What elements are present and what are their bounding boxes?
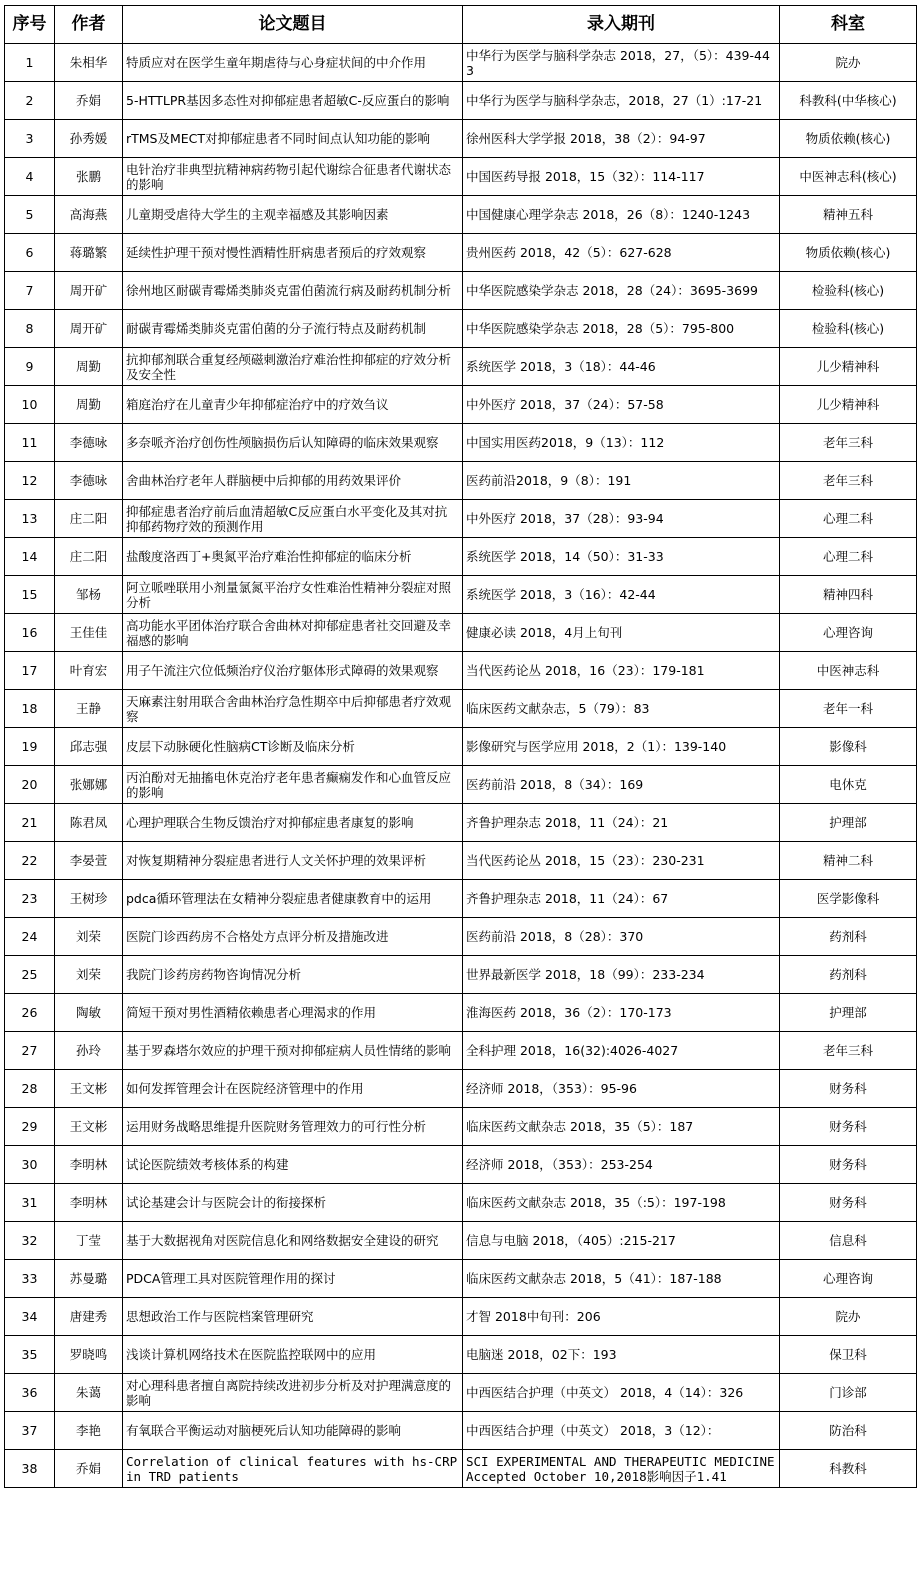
department-cell: 信息科 bbox=[780, 1222, 917, 1260]
row-number: 30 bbox=[5, 1146, 55, 1184]
department-cell: 财务科 bbox=[780, 1146, 917, 1184]
author-cell: 李德咏 bbox=[55, 424, 123, 462]
row-number: 16 bbox=[5, 614, 55, 652]
header-dept: 科室 bbox=[780, 6, 917, 44]
author-cell: 朱蔼 bbox=[55, 1374, 123, 1412]
table-row bbox=[5, 956, 917, 994]
row-number: 6 bbox=[5, 234, 55, 272]
table-row bbox=[5, 690, 917, 728]
paper-title-cell: 多奈哌齐治疗创伤性颅脑损伤后认知障碍的临床效果观察 bbox=[123, 424, 463, 462]
author-cell: 刘荣 bbox=[55, 918, 123, 956]
department-cell: 老年三科 bbox=[780, 424, 917, 462]
department-cell: 药剂科 bbox=[780, 956, 917, 994]
table-body bbox=[5, 44, 917, 1488]
table-row bbox=[5, 272, 917, 310]
department-cell: 财务科 bbox=[780, 1070, 917, 1108]
department-cell: 儿少精神科 bbox=[780, 348, 917, 386]
table-row bbox=[5, 1336, 917, 1374]
header-author: 作者 bbox=[55, 6, 123, 44]
row-number: 35 bbox=[5, 1336, 55, 1374]
row-number: 10 bbox=[5, 386, 55, 424]
author-cell: 陶敏 bbox=[55, 994, 123, 1032]
table-row bbox=[5, 386, 917, 424]
table-row bbox=[5, 120, 917, 158]
department-cell: 儿少精神科 bbox=[780, 386, 917, 424]
author-cell: 丁莹 bbox=[55, 1222, 123, 1260]
table-row bbox=[5, 82, 917, 120]
paper-title-cell: pdca循环管理法在女精神分裂症患者健康教育中的运用 bbox=[123, 880, 463, 918]
department-cell: 心理咨询 bbox=[780, 614, 917, 652]
row-number: 28 bbox=[5, 1070, 55, 1108]
department-cell: 检验科(核心) bbox=[780, 310, 917, 348]
row-number: 11 bbox=[5, 424, 55, 462]
department-cell: 中医神志科 bbox=[780, 652, 917, 690]
department-cell: 财务科 bbox=[780, 1184, 917, 1222]
department-cell: 精神二科 bbox=[780, 842, 917, 880]
table-row bbox=[5, 614, 917, 652]
row-number: 38 bbox=[5, 1450, 55, 1488]
paper-title-cell: 阿立哌唑联用小剂量氯氮平治疗女性难治性精神分裂症对照分析 bbox=[123, 576, 463, 614]
row-number: 8 bbox=[5, 310, 55, 348]
department-cell: 科教科(中华核心) bbox=[780, 82, 917, 120]
journal-cell: 徐州医科大学学报 2018，38（2）：94-97 bbox=[463, 120, 780, 158]
row-number: 17 bbox=[5, 652, 55, 690]
department-cell: 保卫科 bbox=[780, 1336, 917, 1374]
author-cell: 张鹏 bbox=[55, 158, 123, 196]
paper-title-cell: 对恢复期精神分裂症患者进行人文关怀护理的效果评析 bbox=[123, 842, 463, 880]
paper-title-cell: 基于罗森塔尔效应的护理干预对抑郁症病人员性情绪的影响 bbox=[123, 1032, 463, 1070]
author-cell: 王佳佳 bbox=[55, 614, 123, 652]
table-row bbox=[5, 804, 917, 842]
journal-cell: 临床医药文献杂志 2018，35（5）：187 bbox=[463, 1108, 780, 1146]
department-cell: 检验科(核心) bbox=[780, 272, 917, 310]
department-cell: 电休克 bbox=[780, 766, 917, 804]
table-row bbox=[5, 1450, 917, 1488]
header-row bbox=[5, 6, 917, 44]
paper-title-cell: 高功能水平团体治疗联合舍曲林对抑郁症患者社交回避及幸福感的影响 bbox=[123, 614, 463, 652]
table-row bbox=[5, 880, 917, 918]
author-cell: 王文彬 bbox=[55, 1108, 123, 1146]
department-cell: 心理二科 bbox=[780, 500, 917, 538]
journal-cell: 临床医药文献杂志 2018，5（41）：187-188 bbox=[463, 1260, 780, 1298]
row-number: 5 bbox=[5, 196, 55, 234]
row-number: 31 bbox=[5, 1184, 55, 1222]
paper-title-cell: 抗抑郁剂联合重复经颅磁刺激治疗难治性抑郁症的疗效分析及安全性 bbox=[123, 348, 463, 386]
row-number: 21 bbox=[5, 804, 55, 842]
journal-cell: 经济师 2018，（353）：95-96 bbox=[463, 1070, 780, 1108]
paper-title-cell: 试论医院绩效考核体系的构建 bbox=[123, 1146, 463, 1184]
department-cell: 财务科 bbox=[780, 1108, 917, 1146]
author-cell: 王文彬 bbox=[55, 1070, 123, 1108]
paper-title-cell: 徐州地区耐碳青霉烯类肺炎克雷伯菌流行病及耐药机制分析 bbox=[123, 272, 463, 310]
row-number: 12 bbox=[5, 462, 55, 500]
row-number: 26 bbox=[5, 994, 55, 1032]
journal-cell: 中华行为医学与脑科学杂志 2018，27，（5）：439-443 bbox=[463, 44, 780, 82]
journal-cell: 经济师 2018，（353）：253-254 bbox=[463, 1146, 780, 1184]
author-cell: 李明林 bbox=[55, 1146, 123, 1184]
journal-cell: 中西医结合护理（中英文） 2018，3（12）： bbox=[463, 1412, 780, 1450]
table-row bbox=[5, 652, 917, 690]
table-row bbox=[5, 348, 917, 386]
journal-cell: 中华医院感染学杂志 2018，28（24）：3695-3699 bbox=[463, 272, 780, 310]
journal-cell: 中国实用医药2018，9（13）：112 bbox=[463, 424, 780, 462]
row-number: 36 bbox=[5, 1374, 55, 1412]
table-row bbox=[5, 1222, 917, 1260]
row-number: 18 bbox=[5, 690, 55, 728]
table-row bbox=[5, 310, 917, 348]
author-cell: 李明林 bbox=[55, 1184, 123, 1222]
row-number: 9 bbox=[5, 348, 55, 386]
author-cell: 孙玲 bbox=[55, 1032, 123, 1070]
journal-cell: 当代医药论丛 2018，16（23）：179-181 bbox=[463, 652, 780, 690]
department-cell: 物质依赖(核心) bbox=[780, 234, 917, 272]
journal-cell: 临床医药文献杂志 2018，35（:5）：197-198 bbox=[463, 1184, 780, 1222]
journal-cell: 世界最新医学 2018，18（99）：233-234 bbox=[463, 956, 780, 994]
author-cell: 周勤 bbox=[55, 348, 123, 386]
department-cell: 药剂科 bbox=[780, 918, 917, 956]
table-row bbox=[5, 994, 917, 1032]
table-row bbox=[5, 1298, 917, 1336]
department-cell: 老年三科 bbox=[780, 462, 917, 500]
table-row bbox=[5, 1412, 917, 1450]
paper-title-cell: 简短干预对男性酒精依赖患者心理渴求的作用 bbox=[123, 994, 463, 1032]
paper-title-cell: 电针治疗非典型抗精神病药物引起代谢综合征患者代谢状态的影响 bbox=[123, 158, 463, 196]
department-cell: 护理部 bbox=[780, 994, 917, 1032]
row-number: 29 bbox=[5, 1108, 55, 1146]
author-cell: 庄二阳 bbox=[55, 500, 123, 538]
journal-cell: 齐鲁护理杂志 2018，11（24）：21 bbox=[463, 804, 780, 842]
journal-cell: SCI EXPERIMENTAL AND THERAPEUTIC MEDICINE Accepted October 10,2018影响因子1.41 bbox=[463, 1450, 780, 1488]
journal-cell: 系统医学 2018，3（18）：44-46 bbox=[463, 348, 780, 386]
author-cell: 孙秀媛 bbox=[55, 120, 123, 158]
table-row bbox=[5, 1260, 917, 1298]
header-journal: 录入期刊 bbox=[463, 6, 780, 44]
paper-title-cell: 延续性护理干预对慢性酒精性肝病患者预后的疗效观察 bbox=[123, 234, 463, 272]
row-number: 33 bbox=[5, 1260, 55, 1298]
paper-title-cell: 5-HTTLPR基因多态性对抑郁症患者超敏C-反应蛋白的影响 bbox=[123, 82, 463, 120]
author-cell: 李德咏 bbox=[55, 462, 123, 500]
paper-title-cell: rTMS及MECT对抑郁症患者不同时间点认知功能的影响 bbox=[123, 120, 463, 158]
table-row bbox=[5, 1146, 917, 1184]
author-cell: 蒋璐繁 bbox=[55, 234, 123, 272]
row-number: 7 bbox=[5, 272, 55, 310]
paper-title-cell: 思想政治工作与医院档案管理研究 bbox=[123, 1298, 463, 1336]
paper-title-cell: Correlation of clinical features with hs-CRP in TRD patients bbox=[123, 1450, 463, 1488]
table-row bbox=[5, 538, 917, 576]
paper-title-cell: 皮层下动脉硬化性脑病CT诊断及临床分析 bbox=[123, 728, 463, 766]
table-row bbox=[5, 196, 917, 234]
department-cell: 物质依赖(核心) bbox=[780, 120, 917, 158]
row-number: 25 bbox=[5, 956, 55, 994]
paper-title-cell: 丙泊酚对无抽搐电休克治疗老年患者癫痫发作和心血管反应的影响 bbox=[123, 766, 463, 804]
row-number: 22 bbox=[5, 842, 55, 880]
journal-cell: 全科护理 2018，16(32):4026-4027 bbox=[463, 1032, 780, 1070]
journal-cell: 影像研究与医学应用 2018，2（1）：139-140 bbox=[463, 728, 780, 766]
department-cell: 精神四科 bbox=[780, 576, 917, 614]
author-cell: 庄二阳 bbox=[55, 538, 123, 576]
header-title: 论文题目 bbox=[123, 6, 463, 44]
row-number: 32 bbox=[5, 1222, 55, 1260]
department-cell: 护理部 bbox=[780, 804, 917, 842]
journal-cell: 中外医疗 2018，37（24）：57-58 bbox=[463, 386, 780, 424]
journal-cell: 系统医学 2018，14（50）：31-33 bbox=[463, 538, 780, 576]
journal-cell: 中西医结合护理（中英文） 2018，4（14）：326 bbox=[463, 1374, 780, 1412]
author-cell: 邹杨 bbox=[55, 576, 123, 614]
row-number: 13 bbox=[5, 500, 55, 538]
row-number: 15 bbox=[5, 576, 55, 614]
table-row bbox=[5, 1070, 917, 1108]
table-row bbox=[5, 1184, 917, 1222]
author-cell: 周开矿 bbox=[55, 272, 123, 310]
table-row bbox=[5, 766, 917, 804]
author-cell: 王树珍 bbox=[55, 880, 123, 918]
row-number: 24 bbox=[5, 918, 55, 956]
department-cell: 科教科 bbox=[780, 1450, 917, 1488]
paper-title-cell: 天麻素注射用联合舍曲林治疗急性期卒中后抑郁患者疗效观察 bbox=[123, 690, 463, 728]
table-row bbox=[5, 44, 917, 82]
header-no: 序号 bbox=[5, 6, 55, 44]
journal-cell: 当代医药论丛 2018，15（23）：230-231 bbox=[463, 842, 780, 880]
paper-title-cell: 箱庭治疗在儿童青少年抑郁症治疗中的疗效刍议 bbox=[123, 386, 463, 424]
journal-cell: 健康必读 2018，4月上旬刊 bbox=[463, 614, 780, 652]
paper-title-cell: 浅谈计算机网络技术在医院监控联网中的应用 bbox=[123, 1336, 463, 1374]
journal-cell: 医药前沿 2018，8（34）：169 bbox=[463, 766, 780, 804]
paper-title-cell: 耐碳青霉烯类肺炎克雷伯菌的分子流行特点及耐药机制 bbox=[123, 310, 463, 348]
table-row bbox=[5, 918, 917, 956]
row-number: 37 bbox=[5, 1412, 55, 1450]
journal-cell: 临床医药文献杂志，5（79）：83 bbox=[463, 690, 780, 728]
author-cell: 刘荣 bbox=[55, 956, 123, 994]
department-cell: 老年一科 bbox=[780, 690, 917, 728]
table-row bbox=[5, 500, 917, 538]
author-cell: 叶育宏 bbox=[55, 652, 123, 690]
paper-title-cell: 试论基建会计与医院会计的衔接探析 bbox=[123, 1184, 463, 1222]
row-number: 3 bbox=[5, 120, 55, 158]
department-cell: 院办 bbox=[780, 1298, 917, 1336]
journal-cell: 齐鲁护理杂志 2018，11（24）：67 bbox=[463, 880, 780, 918]
author-cell: 陈君凤 bbox=[55, 804, 123, 842]
journal-cell: 才智 2018中旬刊：206 bbox=[463, 1298, 780, 1336]
journal-cell: 信息与电脑 2018，（405）:215-217 bbox=[463, 1222, 780, 1260]
table-row bbox=[5, 1108, 917, 1146]
table-row bbox=[5, 1032, 917, 1070]
department-cell: 医学影像科 bbox=[780, 880, 917, 918]
author-cell: 李晏萱 bbox=[55, 842, 123, 880]
paper-title-cell: 如何发挥管理会计在医院经济管理中的作用 bbox=[123, 1070, 463, 1108]
journal-cell: 医药前沿2018，9（8）：191 bbox=[463, 462, 780, 500]
author-cell: 周勤 bbox=[55, 386, 123, 424]
row-number: 34 bbox=[5, 1298, 55, 1336]
paper-title-cell: 抑郁症患者治疗前后血清超敏C反应蛋白水平变化及其对抗抑郁药物疗效的预测作用 bbox=[123, 500, 463, 538]
journal-cell: 电脑迷 2018，02下：193 bbox=[463, 1336, 780, 1374]
author-cell: 周开矿 bbox=[55, 310, 123, 348]
department-cell: 精神五科 bbox=[780, 196, 917, 234]
paper-title-cell: 用子午流注穴位低频治疗仪治疗躯体形式障碍的效果观察 bbox=[123, 652, 463, 690]
department-cell: 心理二科 bbox=[780, 538, 917, 576]
papers-table bbox=[4, 5, 917, 1488]
paper-title-cell: 基于大数据视角对医院信息化和网络数据安全建设的研究 bbox=[123, 1222, 463, 1260]
row-number: 14 bbox=[5, 538, 55, 576]
department-cell: 影像科 bbox=[780, 728, 917, 766]
author-cell: 罗晓鸣 bbox=[55, 1336, 123, 1374]
table-row bbox=[5, 1374, 917, 1412]
department-cell: 防治科 bbox=[780, 1412, 917, 1450]
row-number: 4 bbox=[5, 158, 55, 196]
author-cell: 唐建秀 bbox=[55, 1298, 123, 1336]
paper-title-cell: 舍曲林治疗老年人群脑梗中后抑郁的用药效果评价 bbox=[123, 462, 463, 500]
table-row bbox=[5, 842, 917, 880]
row-number: 27 bbox=[5, 1032, 55, 1070]
department-cell: 院办 bbox=[780, 44, 917, 82]
table-row bbox=[5, 234, 917, 272]
paper-title-cell: 特质应对在医学生童年期虐待与心身症状间的中介作用 bbox=[123, 44, 463, 82]
journal-cell: 中外医疗 2018，37（28）：93-94 bbox=[463, 500, 780, 538]
journal-cell: 中国健康心理学杂志 2018，26（8）：1240-1243 bbox=[463, 196, 780, 234]
paper-title-cell: 对心理科患者擅自离院持续改进初步分析及对护理满意度的影响 bbox=[123, 1374, 463, 1412]
author-cell: 王静 bbox=[55, 690, 123, 728]
author-cell: 乔娟 bbox=[55, 82, 123, 120]
author-cell: 李艳 bbox=[55, 1412, 123, 1450]
paper-title-cell: 有氧联合平衡运动对脑梗死后认知功能障碍的影响 bbox=[123, 1412, 463, 1450]
table-row bbox=[5, 158, 917, 196]
journal-cell: 中华行为医学与脑科学杂志，2018，27（1）:17-21 bbox=[463, 82, 780, 120]
author-cell: 乔娟 bbox=[55, 1450, 123, 1488]
paper-title-cell: 运用财务战略思维提升医院财务管理效力的可行性分析 bbox=[123, 1108, 463, 1146]
author-cell: 邱志强 bbox=[55, 728, 123, 766]
journal-cell: 淮海医药 2018，36（2）：170-173 bbox=[463, 994, 780, 1032]
paper-title-cell: 儿童期受虐待大学生的主观幸福感及其影响因素 bbox=[123, 196, 463, 234]
journal-cell: 中国医药导报 2018，15（32）：114-117 bbox=[463, 158, 780, 196]
table-row bbox=[5, 728, 917, 766]
department-cell: 心理咨询 bbox=[780, 1260, 917, 1298]
paper-title-cell: 心理护理联合生物反馈治疗对抑郁症患者康复的影响 bbox=[123, 804, 463, 842]
journal-cell: 医药前沿 2018，8（28）：370 bbox=[463, 918, 780, 956]
author-cell: 高海燕 bbox=[55, 196, 123, 234]
row-number: 2 bbox=[5, 82, 55, 120]
journal-cell: 中华医院感染学杂志 2018，28（5）：795-800 bbox=[463, 310, 780, 348]
row-number: 20 bbox=[5, 766, 55, 804]
department-cell: 门诊部 bbox=[780, 1374, 917, 1412]
author-cell: 张娜娜 bbox=[55, 766, 123, 804]
paper-title-cell: 医院门诊西药房不合格处方点评分析及措施改进 bbox=[123, 918, 463, 956]
table-row bbox=[5, 462, 917, 500]
row-number: 1 bbox=[5, 44, 55, 82]
row-number: 23 bbox=[5, 880, 55, 918]
row-number: 19 bbox=[5, 728, 55, 766]
table-row bbox=[5, 576, 917, 614]
journal-cell: 系统医学 2018，3（16）：42-44 bbox=[463, 576, 780, 614]
paper-title-cell: 我院门诊药房药物咨询情况分析 bbox=[123, 956, 463, 994]
table-row bbox=[5, 424, 917, 462]
journal-cell: 贵州医药 2018，42（5）：627-628 bbox=[463, 234, 780, 272]
paper-title-cell: PDCA管理工具对医院管理作用的探讨 bbox=[123, 1260, 463, 1298]
department-cell: 中医神志科(核心) bbox=[780, 158, 917, 196]
paper-title-cell: 盐酸度洛西丁+奥氮平治疗难治性抑郁症的临床分析 bbox=[123, 538, 463, 576]
author-cell: 朱相华 bbox=[55, 44, 123, 82]
department-cell: 老年三科 bbox=[780, 1032, 917, 1070]
author-cell: 苏曼璐 bbox=[55, 1260, 123, 1298]
